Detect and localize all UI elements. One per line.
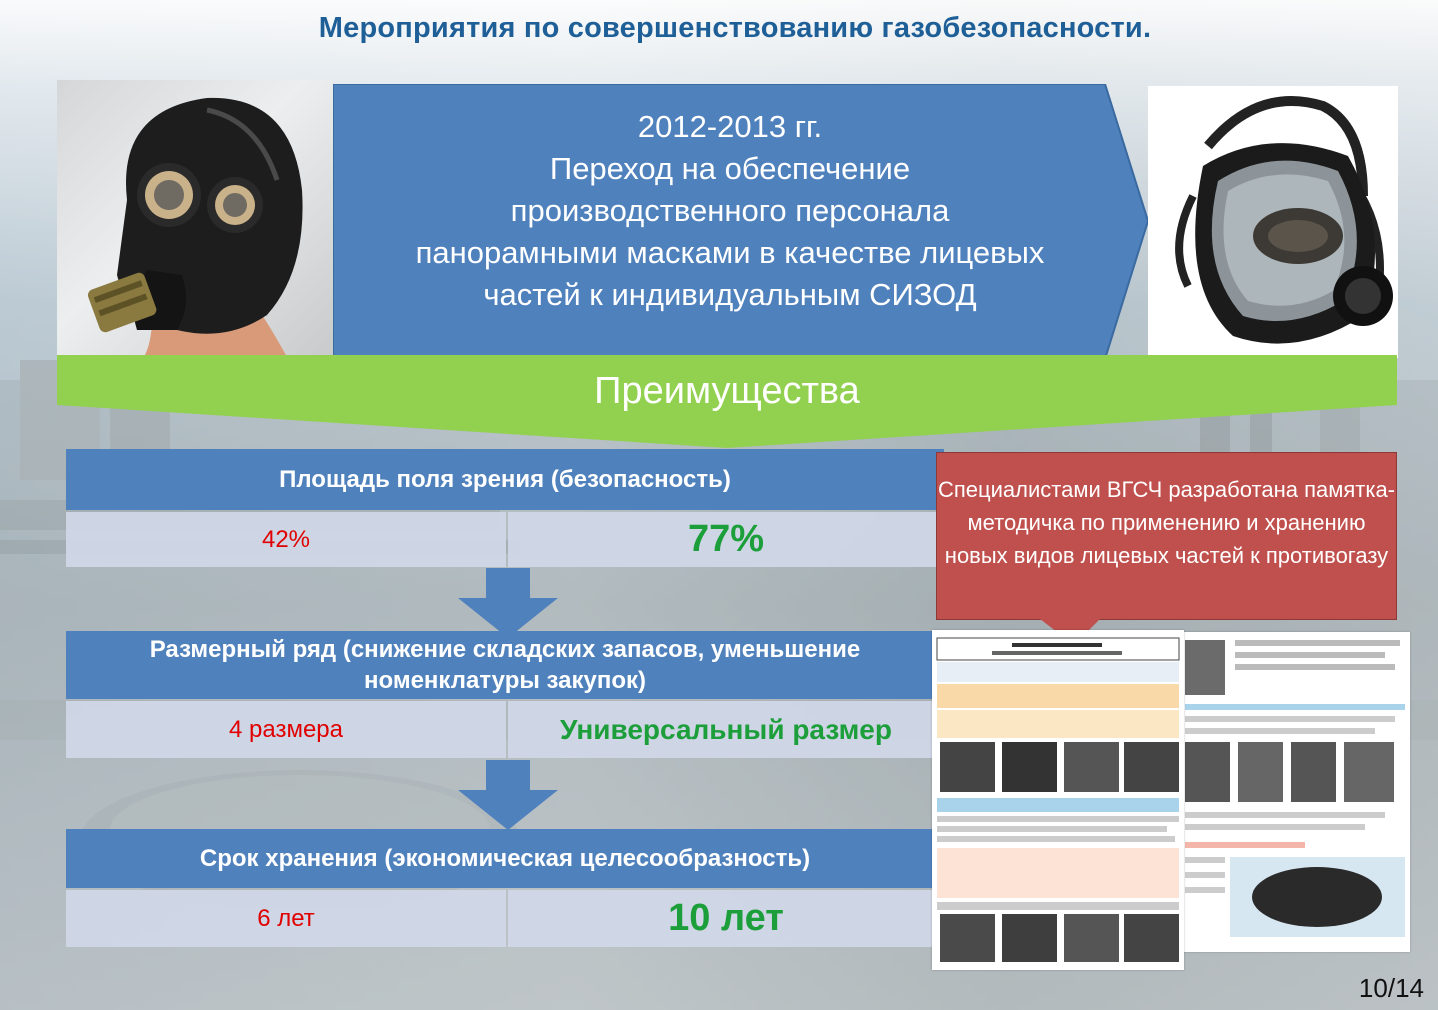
down-arrow-icon [458, 568, 558, 638]
storage-life-header: Срок хранения (экономическая целесообразность) [66, 829, 944, 888]
size-range-header: Размерный ряд (снижение складских запасов, уменьшение номенклатуры закупок) [66, 631, 944, 699]
new-value-cell: 10 лет [508, 890, 944, 947]
new-value-cell: 77% [508, 512, 944, 567]
gas-mask-photo [57, 80, 333, 357]
old-value-cell: 42% [66, 512, 506, 567]
down-arrow-icon [458, 760, 558, 830]
advantages-label: Преимущества [594, 370, 860, 412]
banner-text [340, 106, 1120, 316]
field-of-view-row [66, 512, 944, 567]
classic-gas-mask-icon [57, 80, 333, 357]
storage-life-row [66, 890, 944, 947]
banner-line: 2012-2013 гг. [637, 109, 823, 144]
panoramic-mask-icon [1148, 86, 1398, 358]
banner-line: Переход на обеспечение [549, 151, 911, 186]
old-value-cell: 4 размера [66, 701, 506, 758]
page-number: 10/14 [1358, 973, 1424, 1003]
new-value-cell: Универсальный размер [508, 701, 944, 758]
size-range-row [66, 701, 944, 758]
page-title: Мероприятия по совершенствованию газобезопасности. [318, 12, 1152, 44]
banner-line: панорамными масками в качестве лицевых [415, 235, 1045, 270]
old-value-cell: 6 лет [66, 890, 506, 947]
memo-page-2-thumbnail [1180, 632, 1410, 952]
field-of-view-header: Площадь поля зрения (безопасность) [66, 449, 944, 510]
banner-line: частей к индивидуальным СИЗОД [483, 277, 977, 312]
banner-line: производственного персонала [510, 193, 950, 228]
memo-page-1-thumbnail [932, 630, 1184, 970]
vgsch-note: Специалистами ВГСЧ разработана памятка-методичка по применению и хранению новых видов лицевых частей к противогазу [936, 452, 1397, 620]
panoramic-mask-photo [1148, 86, 1398, 358]
